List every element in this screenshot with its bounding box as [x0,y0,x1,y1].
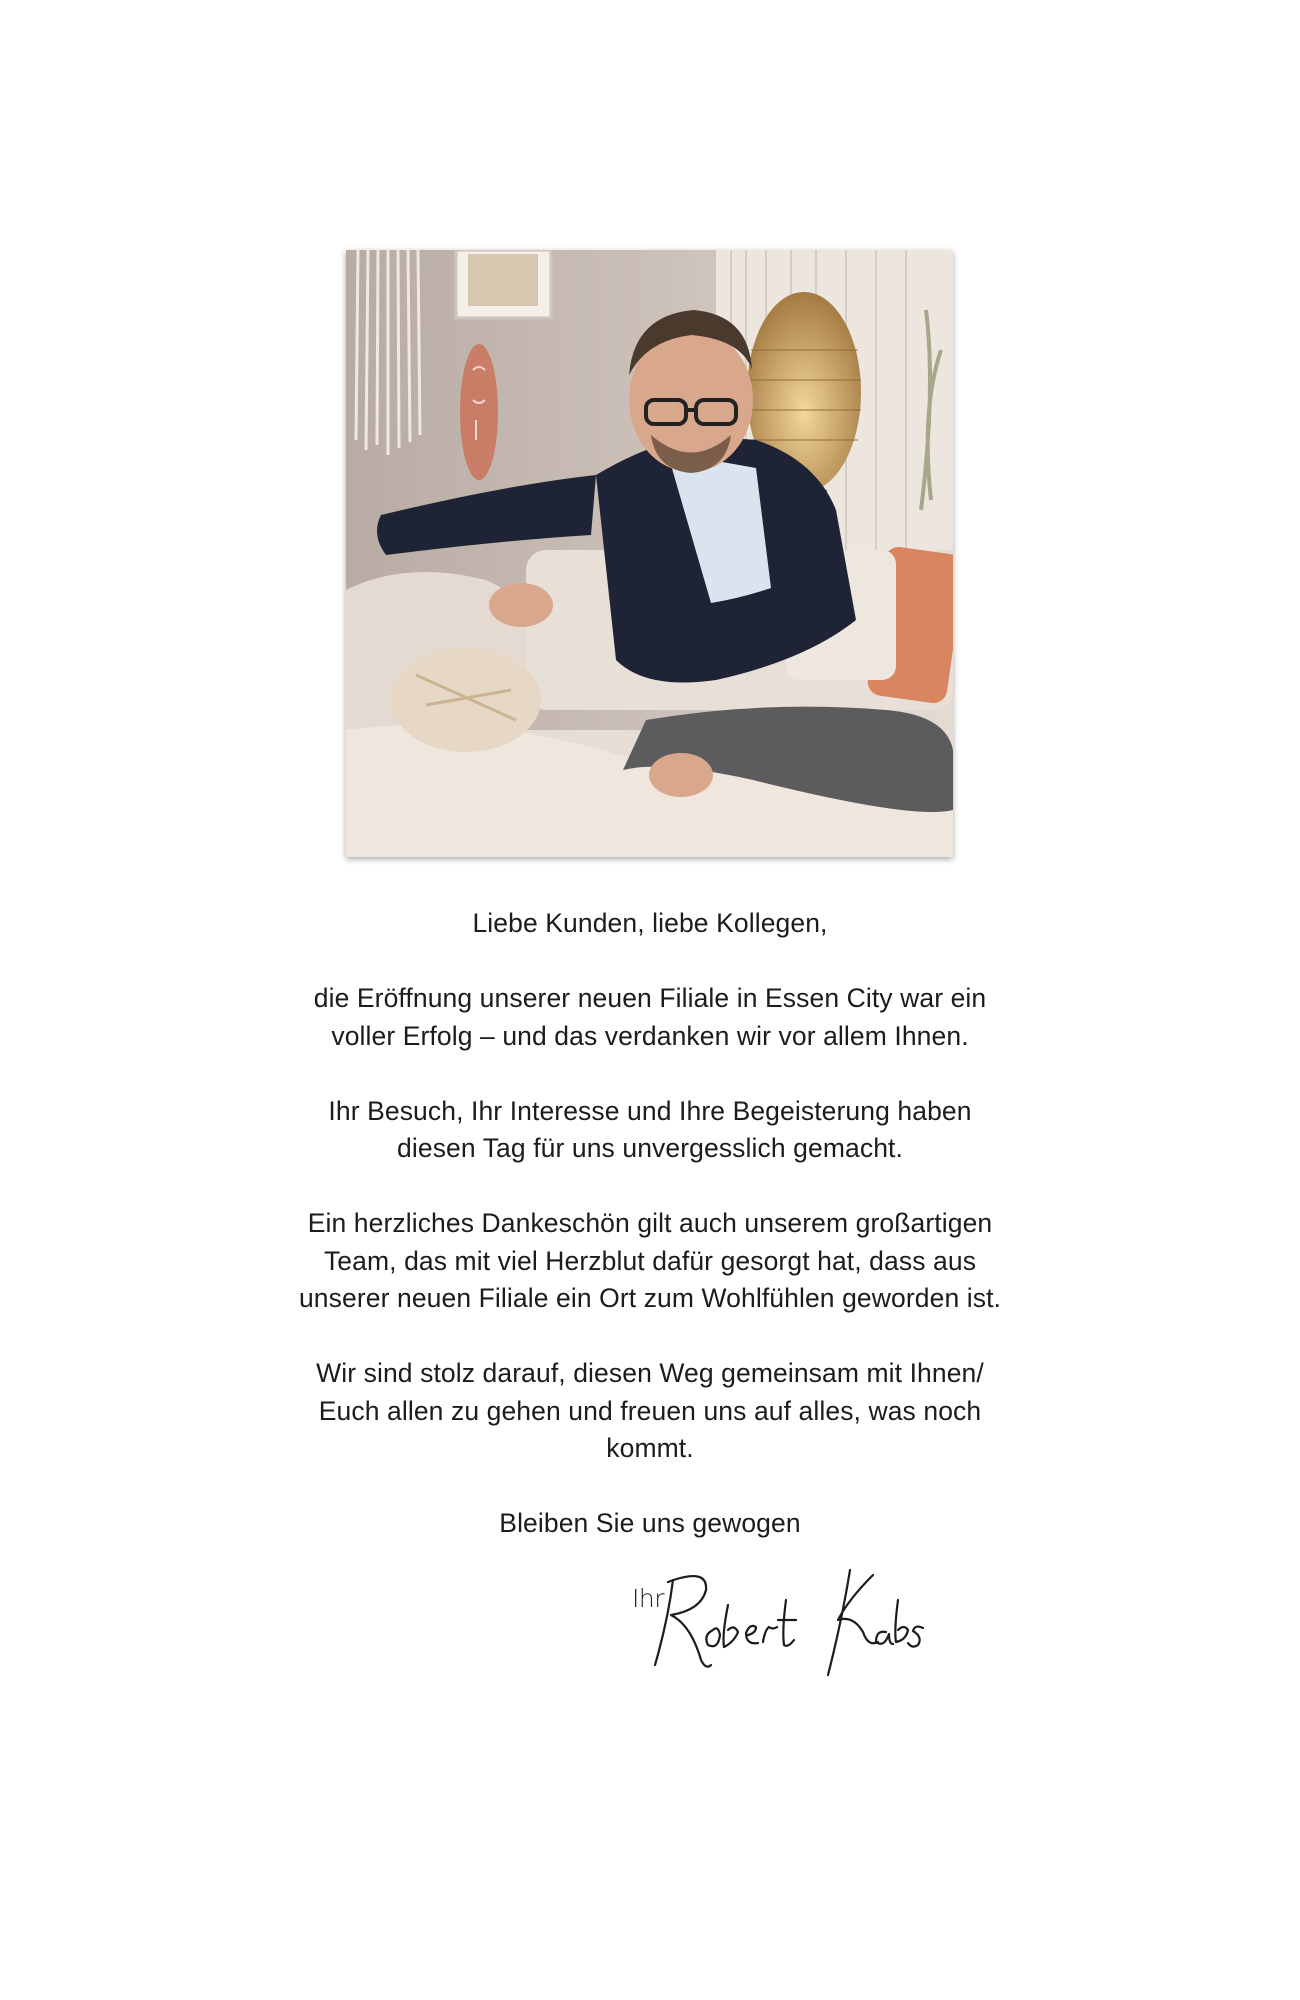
letter-line: Wir sind stolz darauf, diesen Weg gemeinsam mit Ihnen/ [316,1358,984,1388]
letter-line: voller Erfolg – und das verdanken wir vor allem Ihnen. [331,1020,969,1051]
handwritten-signature [628,1560,928,1680]
letter-line: Ein herzliches Dankeschön gilt auch unserem großartigen [307,1208,993,1238]
letter-greeting: Liebe Kunden, liebe Kollegen, [472,908,828,938]
letter-paragraph [150,1093,1150,1168]
letter-paragraph [150,1205,1150,1318]
letter-closing: Bleiben Sie uns gewogen [499,1508,801,1538]
letter-paragraph [150,980,1150,1055]
signature-prefix: Ihr [632,1584,664,1613]
letter-line: kommt. [606,1433,694,1463]
letter-line: Team, das mit viel Herzblut dafür gesorgt hat, dass aus [323,1245,977,1276]
portrait-photo [346,250,953,857]
letter-line: die Eröffnung unserer neuen Filiale in Essen City war ein [313,983,987,1013]
letter-paragraph [150,1355,1150,1468]
letter-line: diesen Tag für uns unvergesslich gemacht. [397,1133,903,1163]
letter-line: Ihr Besuch, Ihr Interesse und Ihre Begeisterung haben [328,1095,972,1126]
letter-line: unserer neuen Filiale ein Ort zum Wohlfühlen geworden ist. [298,1283,1002,1313]
portrait-illustration [346,250,953,857]
letter-body [150,905,1150,1580]
letter-line: Euch allen zu gehen und freuen uns auf alles, was noch [318,1395,982,1426]
